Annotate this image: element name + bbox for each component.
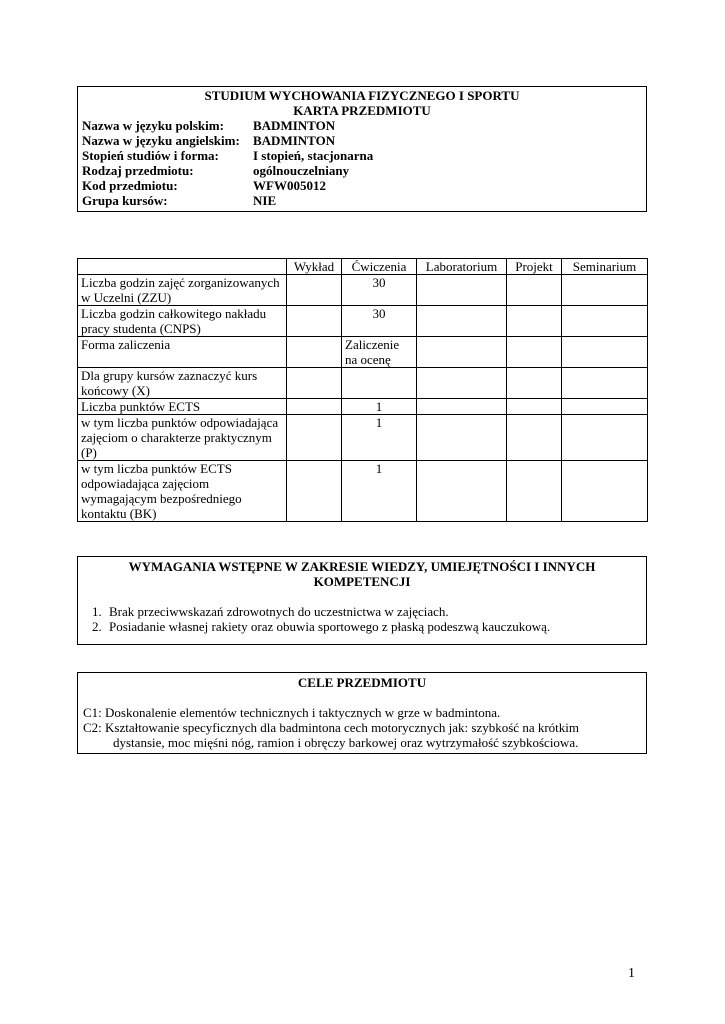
list-item: 1. Brak przeciwwskazań zdrowotnych do uczestnictwa w zajęciach. xyxy=(105,604,641,619)
table-row xyxy=(78,461,648,522)
requirements-section xyxy=(77,556,647,645)
header-label: Grupa kursów: xyxy=(82,193,168,208)
column-header: Projekt xyxy=(507,259,562,275)
page-number: 1 xyxy=(628,966,635,981)
header-row-name-pl xyxy=(82,118,642,133)
table-row xyxy=(78,275,648,306)
header-label: Nazwa w języku angielskim: xyxy=(82,133,240,148)
goal-c2: C2: Kształtowanie specyficznych dla badmintona cech motorycznych jak: szybkość na krótkim xyxy=(83,720,580,735)
cwiczenia-value: Zaliczenie na ocenę xyxy=(342,337,417,368)
goal-c2-continuation: dystansie, moc mięśni nóg, ramion i obręczy barkowej oraz wytrzymałość szybkościowa. xyxy=(113,735,579,750)
table-row xyxy=(78,337,648,368)
header-row-level xyxy=(82,148,642,163)
header-value: ogólnouczelniany xyxy=(253,163,350,178)
row-label: w tym liczba punktów ECTS odpowiadająca zajęciom wymagającym bezpośredniego kontaktu (BK) xyxy=(78,461,287,522)
goals-title: CELE PRZEDMIOTU xyxy=(297,675,427,690)
column-header: Ćwiczenia xyxy=(342,259,417,275)
course-header xyxy=(77,86,647,212)
table-row xyxy=(78,368,648,399)
row-label: Liczba godzin zajęć zorganizowanych w Uczelni (ZZU) xyxy=(78,275,287,306)
column-header: Laboratorium xyxy=(417,259,507,275)
table-header-row xyxy=(78,259,648,275)
column-header: Seminarium xyxy=(562,259,648,275)
header-value: BADMINTON xyxy=(253,133,336,148)
header-label: Kod przedmiotu: xyxy=(82,178,178,193)
header-row-name-en xyxy=(82,133,642,148)
card-title: KARTA PRZEDMIOTU xyxy=(293,103,431,118)
header-value: WFW005012 xyxy=(253,178,326,193)
header-label: Rodzaj przedmiotu: xyxy=(82,163,194,178)
header-value: BADMINTON xyxy=(253,118,336,133)
row-label: Liczba godzin całkowitego nakładu pracy studenta (CNPS) xyxy=(78,306,287,337)
cwiczenia-value: 1 xyxy=(342,399,417,415)
table-row xyxy=(78,415,648,461)
column-header: Wykład xyxy=(287,259,342,275)
requirements-title: WYMAGANIA WSTĘPNE W ZAKRESIE WIEDZY, UMIEJĘTNOŚCI I INNYCH KOMPETENCJI xyxy=(128,559,596,589)
institution-title: STUDIUM WYCHOWANIA FIZYCZNEGO I SPORTU xyxy=(204,88,520,103)
table-row xyxy=(78,306,648,337)
header-row-code xyxy=(82,178,642,193)
goals-section xyxy=(77,672,647,754)
header-row-type xyxy=(82,163,642,178)
header-row-group xyxy=(82,193,642,208)
header-value: I stopień, stacjonarna xyxy=(253,148,374,163)
cwiczenia-value: 30 xyxy=(342,275,417,306)
goal-c1: C1: Doskonalenie elementów technicznych i taktycznych w grze w badmintona. xyxy=(83,705,501,720)
hours-table xyxy=(77,258,648,522)
header-label: Stopień studiów i forma: xyxy=(82,148,219,163)
requirements-list xyxy=(83,604,641,634)
header-label: Nazwa w języku polskim: xyxy=(82,118,224,133)
cwiczenia-value: 30 xyxy=(342,306,417,337)
list-item: 2. Posiadanie własnej rakiety oraz obuwia sportowego z płaską podeszwą kauczukową. xyxy=(105,619,641,634)
header-value: NIE xyxy=(253,193,277,208)
table-row xyxy=(78,399,648,415)
row-label: w tym liczba punktów odpowiadająca zajęciom o charakterze praktycznym (P) xyxy=(78,415,287,461)
empty-header-cell xyxy=(78,259,287,275)
row-label: Liczba punktów ECTS xyxy=(78,399,287,415)
cwiczenia-value: 1 xyxy=(342,461,417,522)
row-label: Dla grupy kursów zaznaczyć kurs końcowy (X) xyxy=(78,368,287,399)
cwiczenia-value xyxy=(342,368,417,399)
cwiczenia-value: 1 xyxy=(342,415,417,461)
row-label: Forma zaliczenia xyxy=(78,337,287,368)
